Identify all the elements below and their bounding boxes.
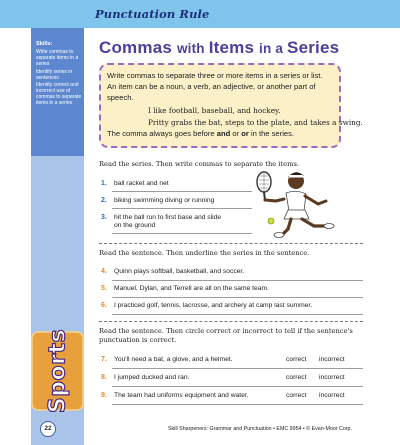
- header-title: Punctuation Rule: [95, 7, 210, 21]
- answer-line: [112, 208, 252, 209]
- item-text: The team had uniforms equipment and water.: [114, 392, 249, 399]
- skills-list: [36, 49, 82, 108]
- section3-instruction: Read the sentence. Then circle correct or incorrect to tell if the sentence's: [99, 327, 353, 335]
- rule-note: [107, 129, 294, 139]
- rule-note-text: or: [230, 129, 242, 138]
- choice-correct[interactable]: correct: [286, 374, 307, 381]
- item-number: 1.: [101, 180, 107, 187]
- page-title: [99, 38, 339, 58]
- item-number: 5.: [101, 285, 107, 292]
- tennis-player-illustration: [248, 163, 358, 238]
- choice-correct[interactable]: correct: [286, 356, 307, 363]
- section-divider: [99, 243, 363, 244]
- item-text: Manuel, Dylan, and Terrell are all on the same team.: [114, 285, 269, 292]
- section2-instruction: Read the sentence. Then underline the series in the sentence.: [99, 249, 310, 257]
- item-number: 6.: [101, 302, 107, 309]
- title-part: in a: [259, 41, 288, 56]
- skill-item: Write commas to separate items in a series: [36, 49, 79, 67]
- item-number: 3.: [101, 214, 107, 221]
- item-text: biking swimming diving or running: [114, 197, 215, 204]
- section1-instruction: Read the series. Then write commas to separate the items.: [99, 160, 300, 168]
- rule-line: An item can be a noun, a verb, an adjective, or another part of: [107, 82, 316, 91]
- item-number: 8.: [101, 374, 107, 381]
- item-text: hit the ball run to first base and slide: [114, 214, 222, 221]
- section-divider: [99, 321, 363, 322]
- title-part: Commas: [99, 38, 177, 57]
- rule-line: speech.: [107, 93, 134, 102]
- item-text: on the ground: [114, 222, 156, 229]
- rule-line: Write commas to separate three or more items in a series or list.: [107, 71, 323, 80]
- skill-item: Identify series in sentences: [36, 68, 73, 81]
- item-text: I jumped ducked and ran.: [114, 374, 190, 381]
- rule-note-text: The comma always goes before: [107, 129, 217, 138]
- item-text: You'll need a bat, a glove, and a helmet.: [114, 356, 233, 363]
- item-text: I practiced golf, tennis, lacrosse, and archery at camp last summer.: [114, 302, 313, 309]
- title-part: with: [176, 41, 209, 56]
- rule-note-emphasis: and: [216, 129, 231, 138]
- choice-incorrect[interactable]: incorrect: [319, 374, 345, 381]
- rule-example: Pritty grabs the bat, steps to the plate, and takes a swing.: [148, 118, 363, 127]
- footer-credit: Skill Sharpeners: Grammar and Punctuation • EMC 9954 • © Evan-Moor Corp.: [168, 426, 352, 432]
- title-part: Items: [208, 38, 260, 57]
- answer-line: [112, 386, 363, 387]
- item-text: Quinn plays softball, basketball, and soccer.: [114, 268, 245, 275]
- answer-line: [112, 368, 363, 369]
- answer-line: [112, 191, 252, 192]
- page-number: 22: [40, 421, 56, 437]
- choice-correct[interactable]: correct: [286, 392, 307, 399]
- title-part: Series: [287, 38, 340, 57]
- answer-line: [112, 297, 363, 298]
- sports-tab-label: Sports: [45, 328, 71, 414]
- choice-incorrect[interactable]: incorrect: [319, 392, 345, 399]
- section3-instruction: punctuation is correct.: [99, 336, 177, 344]
- answer-line: [112, 314, 363, 315]
- answer-line: [112, 280, 363, 281]
- item-number: 7.: [101, 356, 107, 363]
- item-number: 9.: [101, 392, 107, 399]
- rule-example: I like football, baseball, and hockey.: [148, 106, 281, 115]
- choice-incorrect[interactable]: incorrect: [319, 356, 345, 363]
- item-number: 4.: [101, 268, 107, 275]
- rule-note-emphasis: or: [241, 129, 249, 138]
- item-number: 2.: [101, 197, 107, 204]
- rule-note-text: in the series.: [248, 129, 295, 138]
- item-text: ball racket and net: [114, 180, 169, 187]
- answer-line: [112, 404, 363, 405]
- answer-line: [112, 233, 252, 234]
- skill-item: Identify correct and incorrect use of commas to separate items in a series: [36, 82, 82, 106]
- skills-heading: Skills:: [36, 41, 53, 47]
